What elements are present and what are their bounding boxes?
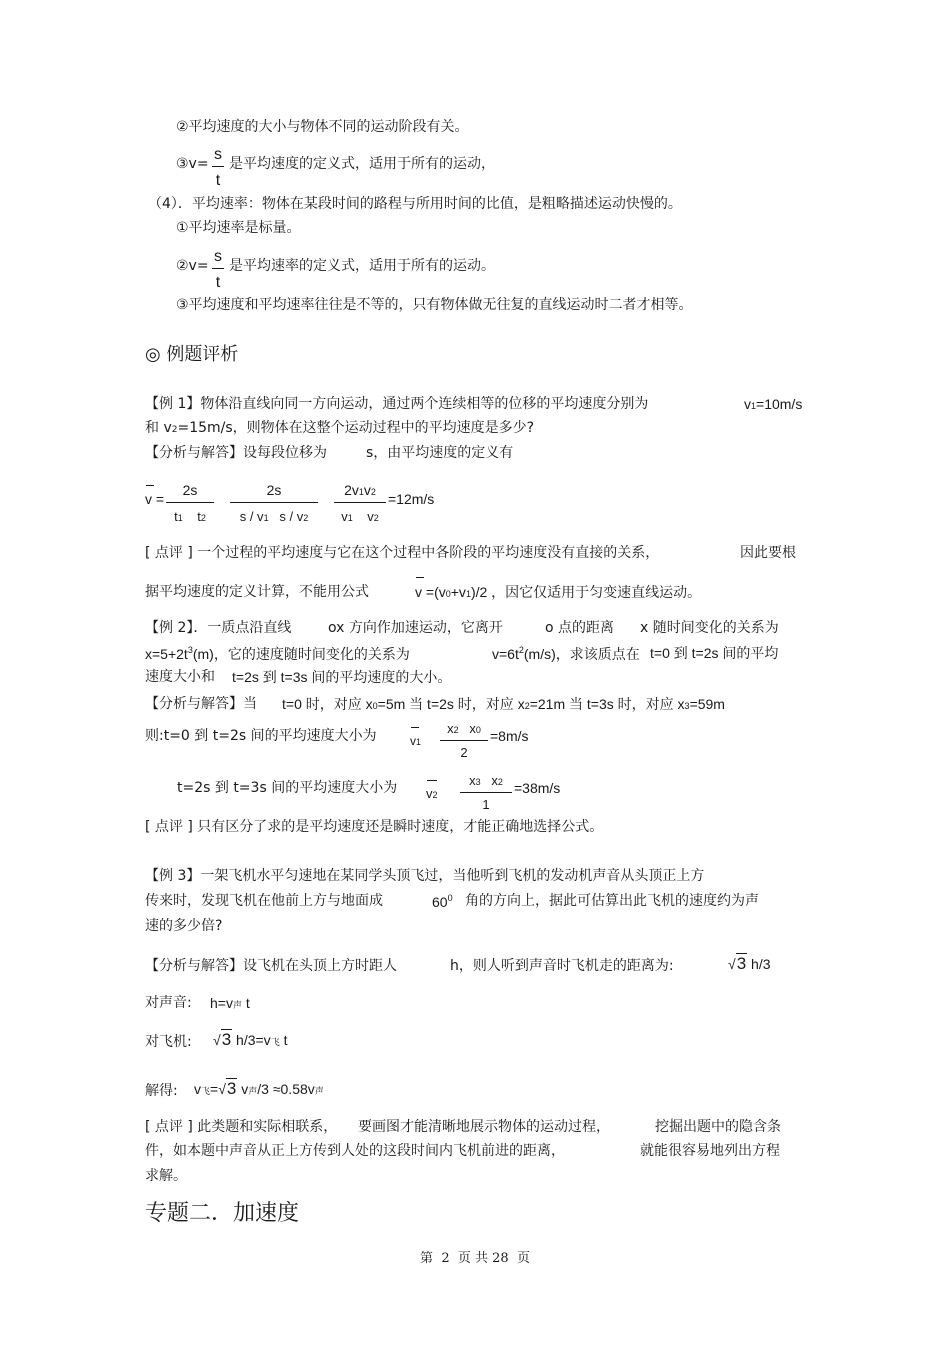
- avg-velocity-1-symbol: v1: [410, 734, 422, 748]
- example-3-plane-eq: √3 h/3=v飞 t: [213, 1030, 288, 1049]
- example-3-line-2c: 角的方向上，据此可估算出此飞机的速度约为声: [465, 893, 759, 909]
- example-3-analysis: 【分析与解答】设飞机在头顶上方时距人: [145, 958, 397, 974]
- avg-velocity-1-result: =8m/s: [490, 728, 529, 744]
- example-2-line-1b: ox 方向作加速运动，它离开: [328, 620, 503, 636]
- fraction-2-numerator: 2s: [266, 482, 282, 498]
- example-3-analysis-b: h，则人听到声音时飞机走的距离为:: [450, 958, 674, 974]
- fraction-3-bar: [334, 502, 386, 503]
- topic-title: 专题二．加速度: [145, 1201, 300, 1226]
- example-1-comment-line-1a: [ 点评 ] 一个过程的平均速度与它在这个过程中各阶段的平均速度没有直接的关系，: [145, 545, 660, 561]
- example-2-line-2c: $v=6t^2(m/s)$，求该质点在: [492, 645, 640, 662]
- example-2-result-2-text: t=2s 到 t=3s 间的平均速度大小为: [177, 780, 398, 796]
- example-2-result-1-text: 则:t=0 到 t=2s 间的平均速度大小为: [145, 728, 377, 744]
- avg-velocity-2-numerator: x3 x2: [469, 773, 503, 788]
- avg-velocity-2-result: =38m/s: [514, 780, 561, 796]
- example-1-v1: v1=10m/s: [744, 396, 803, 412]
- example-3-comment-3: 求解。: [145, 1168, 187, 1184]
- fraction-3-denominator: v1 v2: [341, 509, 379, 524]
- example-2-analysis-values: t=0 时，对应 x0=5m 当 t=2s 时，对应 x2=21m 当 t=3s 时，对应 x3=59m: [282, 696, 725, 712]
- example-2-comment: [ 点评 ] 只有区分了求的是平均速度还是瞬时速度，才能正确地选择公式。: [145, 819, 604, 835]
- fraction-numerator: s: [214, 146, 222, 163]
- example-2-line-1c: o 点的距离: [545, 620, 615, 636]
- example-3-solution-label: 解得:: [145, 1083, 178, 1099]
- avg-velocity-1-numerator: x2 x0: [447, 721, 481, 736]
- example-2-line-2e: t=0 到 t=2s 间的平均: [650, 645, 779, 661]
- example-3-line-3: 速的多少倍?: [145, 918, 223, 934]
- example-3-comment-1c: 挖掘出题中的隐含条: [655, 1119, 781, 1135]
- example-3-distance: √3 h/3: [728, 954, 771, 973]
- avg-velocity-2-symbol: v2: [426, 786, 438, 801]
- formula-description: 是平均速率的定义式，适用于所有的运动。: [229, 258, 495, 274]
- sqrt-icon: √3: [218, 1079, 237, 1098]
- example-3-sound-eq: h=v声 t: [210, 995, 250, 1011]
- example-3-plane-label: 对飞机:: [145, 1034, 192, 1050]
- avg-velocity-1-denominator: 2: [460, 745, 468, 760]
- example-3-comment-2b: 就能很容易地列出方程: [640, 1143, 780, 1159]
- example-3-sound-label: 对声音:: [145, 995, 192, 1011]
- example-3-line-2a: 传来时，发现飞机在他前上方与地面成: [145, 893, 383, 909]
- example-1-comment-formula: v =(v0+v1)/2 ，因它仅适用于匀变速直线运动。: [415, 584, 702, 600]
- formula-prefix: ②v=: [176, 258, 209, 274]
- sqrt-icon: √3: [213, 1030, 232, 1049]
- avg-speed-title: （4）．平均速率：物体在某段时间的路程与所用时间的比值，是粗略描述运动快慢的。: [148, 196, 682, 212]
- example-2-line-3a: 速度大小和: [145, 669, 215, 685]
- example-3-line-1: 【例 3】一架飞机水平匀速地在某同学头顶飞过，当他听到飞机的发动机声音从头顶正上方: [145, 868, 705, 884]
- avg-speed-item-3: ③平均速度和平均速率往往是不等的，只有物体做无往复的直线运动时二者才相等。: [176, 297, 693, 313]
- fraction-3-numerator: 2v1v2: [344, 482, 376, 498]
- overline: [411, 727, 419, 728]
- fraction-bar: [212, 166, 224, 167]
- avg-velocity-2-bar: [460, 792, 512, 793]
- example-2-line-1d: x 随时间变化的关系为: [640, 620, 779, 636]
- example-1-comment-line-1b: 因此要根: [740, 545, 796, 561]
- fraction-1-denominator: t1 t2: [174, 509, 206, 524]
- example-2-line-2a: $x=5+2t^3(m)$，它的速度随时间变化的关系为: [145, 645, 410, 662]
- equation-result: =12m/s: [388, 491, 435, 507]
- example-1-analysis-var: s，由平均速度的定义有: [366, 445, 514, 461]
- avg-velocity-1-bar: [440, 740, 488, 741]
- equation-lhs: v =: [145, 491, 165, 507]
- fraction-numerator: s: [214, 248, 222, 265]
- fraction-2-bar: [230, 502, 318, 503]
- avg-speed-item-1: ①平均速率是标量。: [176, 220, 301, 236]
- example-3-comment-1b: 要画图才能清晰地展示物体的运动过程，: [358, 1119, 610, 1135]
- fraction-1-bar: [166, 502, 214, 503]
- page-total: 28: [492, 1251, 509, 1266]
- example-1-comment-line-2a: 据平均速度的定义计算，不能用公式: [145, 584, 369, 600]
- example-2-line-1a: 【例 2】．一质点沿直线: [145, 620, 292, 636]
- page-footer: 第 2 页 共 28 页: [420, 1251, 530, 1266]
- example-1-question-line-1: 【例 1】物体沿直线向同一方向运动，通过两个连续相等的位移的平均速度分别为: [145, 396, 649, 412]
- example-3-angle: $60^0$: [432, 893, 453, 910]
- avg-velocity-2-denominator: 1: [482, 797, 490, 812]
- example-3-solution-eq: v飞=√3 v声/3 ≈0.58v声: [194, 1079, 324, 1098]
- example-3-comment-2a: 件，如本题中声音从正上方传到人处的这段时间内飞机前进的距离，: [145, 1143, 565, 1159]
- page-number: 2: [441, 1251, 450, 1266]
- fraction-bar: [212, 268, 224, 269]
- overline: [146, 485, 154, 486]
- overline: [427, 780, 437, 781]
- formula-prefix: ③v=: [176, 156, 209, 172]
- example-2-line-3b: t=2s 到 t=3s 间的平均速度的大小。: [232, 669, 452, 685]
- fraction-1-numerator: 2s: [182, 482, 198, 498]
- example-2-analysis: 【分析与解答】当: [145, 696, 257, 712]
- overline: [416, 577, 424, 578]
- example-1-question-line-2: 和 v2=15m/s，则物体在这整个运动过程中的平均速度是多少?: [145, 420, 535, 436]
- example-3-comment-1a: [ 点评 ] 此类题和实际相联系，: [145, 1119, 338, 1135]
- example-1-analysis: 【分析与解答】设每段位移为: [145, 445, 327, 461]
- fraction-2-denominator: s / v1 s / v2: [239, 509, 309, 524]
- fraction-denominator: t: [215, 274, 221, 291]
- sqrt-icon: √3: [728, 954, 747, 973]
- avg-velocity-item-2: ②平均速度的大小与物体不同的运动阶段有关。: [176, 119, 469, 135]
- examples-heading: ◎ 例题评析: [145, 344, 239, 365]
- formula-description: 是平均速度的定义式，适用于所有的运动，: [229, 156, 495, 172]
- fraction-denominator: t: [215, 172, 221, 189]
